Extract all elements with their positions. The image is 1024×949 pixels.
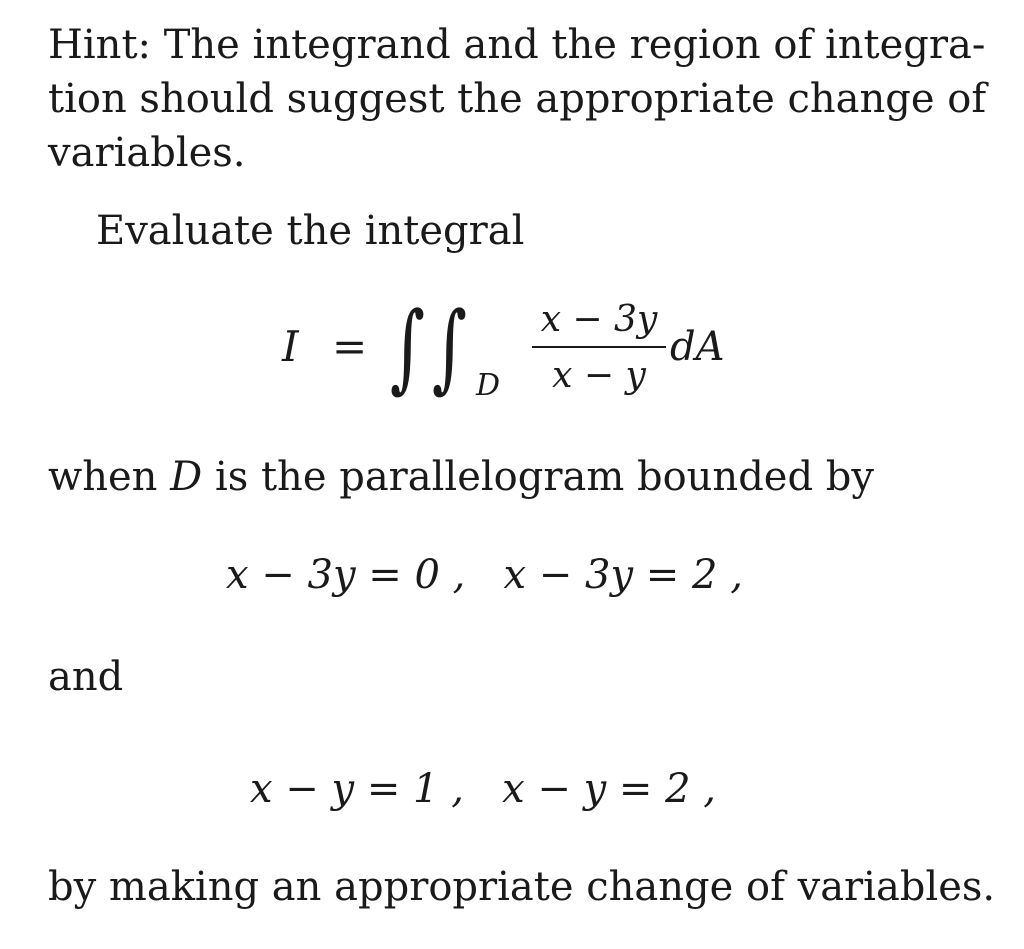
fraction-denominator: x − y [552, 355, 646, 396]
hint-line-2: tion should suggest the appropriate change of [48, 76, 987, 122]
fraction-bar [532, 346, 666, 348]
integral-equation [282, 292, 742, 422]
hint-line-1: Hint: The integrand and the region of integra- [48, 22, 986, 68]
bound-equation-d: x − y = 2 , [502, 766, 717, 812]
integral-sign-inner: ∫ [432, 291, 468, 403]
and-connector: and [48, 654, 124, 700]
integral-sign-outer: ∫ [390, 291, 426, 403]
integral-region-subscript: D [476, 368, 501, 403]
integral-lhs: I [282, 322, 299, 371]
integrand-fraction [532, 298, 666, 398]
region-description-after: is the parallelogram bounded by [202, 454, 874, 500]
bound-equation-c: x − y = 1 , [250, 766, 464, 812]
region-description-before: when [48, 454, 171, 500]
integral-differential: dA [670, 324, 725, 370]
region-description [48, 450, 874, 504]
bounds-equations-1 [226, 552, 743, 598]
fraction-numerator: x − 3y [540, 299, 658, 340]
bounds-equations-2 [250, 766, 716, 812]
bound-equation-b: x − 3y = 2 , [503, 552, 743, 598]
closing-instruction: by making an appropriate change of variables. [48, 864, 996, 910]
integral-equals-sign: = [332, 322, 368, 371]
region-symbol: D [170, 454, 203, 500]
evaluate-prompt: Evaluate the integral [96, 208, 525, 254]
bound-equation-a: x − 3y = 0 , [226, 552, 466, 598]
hint-line-3: variables. [48, 130, 246, 176]
